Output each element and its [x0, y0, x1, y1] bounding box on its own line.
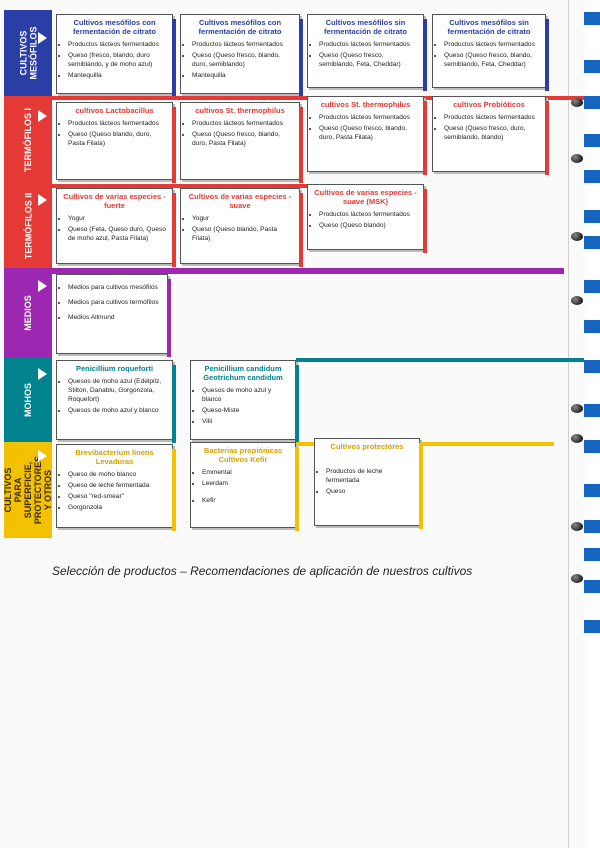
- card-title: cultivos St. thermophilus: [320, 100, 411, 109]
- row-pointer-icon: [38, 280, 47, 292]
- card-item: • Queso (fresco, blando, duro semiblando, y de moho azul): [68, 51, 168, 69]
- row-pointer-icon: [38, 450, 47, 462]
- card-5-0: [56, 444, 173, 528]
- binding-tab: [584, 280, 600, 293]
- binding-tab: [584, 440, 600, 453]
- card-item: • Quesos de moho azul y blanco: [202, 386, 291, 404]
- card-item: • Queso (Queso blando, Pasta Filata): [192, 225, 295, 243]
- row-medios: [4, 268, 584, 358]
- card-item: • Productos de leche fermentada: [326, 467, 415, 485]
- card-item: • Queso (Feta, Queso duro, Queso de moho azul, Pasta Filata): [68, 225, 168, 243]
- row-pointer-icon: [38, 110, 47, 122]
- card-item: • Queso (Queso fresco, blando, duro, semiblando): [192, 51, 295, 69]
- card-item: • Productos lácteos fermentados: [444, 40, 541, 49]
- card-title: Brevibacterium linens Levaduras: [75, 448, 154, 466]
- binding-tab: [584, 60, 600, 73]
- card-5-2: [314, 438, 420, 526]
- card-0-0: [56, 14, 173, 94]
- card-item: • Queso (Queso blando): [319, 221, 419, 230]
- card-item: • Yogur: [68, 214, 168, 223]
- binding-ring-icon: [571, 98, 583, 107]
- binding-tab: [584, 96, 600, 109]
- card-2-0: [56, 188, 173, 264]
- card-2-2: [307, 184, 424, 250]
- card-item: • Productos lácteos fermentados: [68, 40, 168, 49]
- binding-tab: [584, 12, 600, 25]
- card-3-0: [56, 274, 168, 354]
- binding-ring-icon: [571, 522, 583, 531]
- card-title: Cultivos mesófilos con fermentación de citrato: [73, 18, 156, 36]
- row-label: MEDIOS: [22, 295, 33, 331]
- card-item: • Medios para cultivos mesófilos: [68, 283, 163, 292]
- card-item: • Yogur: [192, 214, 295, 223]
- card-item: • Queso (Queso fresco, blando, duro, Pasta Filata): [319, 124, 419, 142]
- card-item: • Queso de leche fermentada: [68, 481, 168, 490]
- row-mesofilos: [4, 10, 584, 96]
- card-title: Cultivos mesófilos sin fermentación de citrato: [447, 18, 531, 36]
- row-termofilos-ii: [4, 184, 584, 268]
- card-2-1: [180, 188, 300, 264]
- binding-ring-icon: [571, 434, 583, 443]
- row-label: TERMÓFILOS II: [23, 192, 33, 260]
- binding-tab: [584, 320, 600, 333]
- card-item: • Mantequilla: [192, 71, 295, 80]
- row-pointer-icon: [38, 368, 47, 380]
- card-item: • Medios Allmund: [68, 313, 163, 322]
- row-mohos: [4, 358, 584, 442]
- binding-tab: [584, 404, 600, 417]
- row-termofilos-i: [4, 96, 584, 184]
- row-divider: [296, 358, 584, 362]
- card-item: • Queso (Queso fresco, duro, semiblando, blando): [444, 124, 541, 142]
- binding-tab: [584, 134, 600, 147]
- card-item: • Productos lácteos fermentados: [68, 119, 168, 128]
- card-title: Penicillium candidum Geotrichum candidum: [203, 364, 283, 382]
- card-item: • Quesos de moho azul y blanco: [68, 406, 168, 415]
- card-item: • Vilii: [202, 417, 291, 426]
- card-item: • Productos lácteos fermentados: [444, 113, 541, 122]
- card-1-3: [432, 96, 546, 172]
- card-item: • Gorgonzola: [68, 503, 168, 512]
- card-1-2: [307, 96, 424, 172]
- card-item: • Queso "red-smear": [68, 492, 168, 501]
- binding-tab: [584, 210, 600, 223]
- card-item: • Quesos de moho azul (Edelpilz, Stilton, Danablu, Gorgonzola, Roquefort): [68, 377, 168, 404]
- card-item: • Queso (Queso fresco, blando, duro, Pasta Filata): [192, 130, 295, 148]
- binding-ring-icon: [571, 574, 583, 583]
- card-title: cultivos Probióticos: [453, 100, 525, 109]
- card-title: Cultivos de varias especies - suave: [188, 192, 292, 210]
- row-label: TERMÓFILOS I: [23, 108, 33, 172]
- card-1-1: [180, 102, 300, 180]
- card-item: • Mantequilla: [68, 71, 168, 80]
- binding-tab: [584, 520, 600, 533]
- card-item: • Kefir: [202, 496, 291, 505]
- card-1-0: [56, 102, 173, 180]
- row-label: CULTIVOS PARA SUPERFICIE, PROTECTORES Y OTROS: [3, 455, 53, 525]
- page-caption: Selección de productos – Recomendaciones de aplicación de nuestros cultivos: [52, 564, 473, 578]
- card-item: • Queso: [326, 487, 415, 496]
- card-title: Penicillium roqueforti: [75, 364, 154, 373]
- card-item: • Queso (Queso fresco, blando, semiblando, Feta, Cheddar): [444, 51, 541, 69]
- binding-tab: [584, 580, 600, 593]
- card-item: • Productos lácteos fermentados: [319, 210, 419, 219]
- card-5-1: [190, 442, 296, 528]
- binding-ring-icon: [571, 154, 583, 163]
- row-pointer-icon: [38, 32, 47, 44]
- binding-tab: [584, 548, 600, 561]
- card-item: • Leerdam: [202, 479, 291, 488]
- binding-tab: [584, 620, 600, 633]
- card-0-2: [307, 14, 424, 88]
- card-item: • Queso de moho blanco: [68, 470, 168, 479]
- card-title: Cultivos mesófilos con fermentación de citrato: [198, 18, 282, 36]
- binding-ring-icon: [571, 404, 583, 413]
- card-item: • Productos lácteos fermentados: [192, 119, 295, 128]
- row-label: CULTIVOS MESÓFILOS: [18, 26, 38, 80]
- card-title: Cultivos mesófilos sin fermentación de citrato: [324, 18, 407, 36]
- card-title: Bacterias propiónicas Cultivos Kefir: [203, 446, 283, 464]
- binding-tab: [584, 236, 600, 249]
- card-title: Cultivos de varias especies - suave (MSK): [314, 188, 417, 206]
- card-title: cultivos St. thermophilus: [195, 106, 285, 115]
- binding-ring-icon: [571, 232, 583, 241]
- card-item: • Medios para cultivos termófilos: [68, 298, 163, 307]
- card-title: Cultivos protectores: [330, 442, 404, 451]
- card-4-0: [56, 360, 173, 440]
- card-item: • Productos lácteos fermentados: [192, 40, 295, 49]
- row-superficie: [4, 442, 584, 538]
- card-item: • Productos lácteos fermentados: [319, 113, 419, 122]
- card-0-1: [180, 14, 300, 94]
- card-item: • Emmental: [202, 468, 291, 477]
- card-item: • Queso (Queso blando, duro, Pasta Filata): [68, 130, 168, 148]
- card-item: • Queso-Miste: [202, 406, 291, 415]
- binding-ring-icon: [571, 296, 583, 305]
- card-item: • Queso (Queso fresco, semiblando, Feta, Cheddar): [319, 51, 419, 69]
- row-label: MOHOS: [22, 382, 33, 418]
- card-title: Cultivos de varias especies - fuerte: [63, 192, 166, 210]
- binding-tab: [584, 170, 600, 183]
- card-item: • Productos lácteos fermentados: [319, 40, 419, 49]
- row-pointer-icon: [38, 194, 47, 206]
- card-4-1: [190, 360, 296, 440]
- binding-tab: [584, 360, 600, 373]
- card-title: cultivos Lactobacillus: [75, 106, 154, 115]
- card-0-3: [432, 14, 546, 88]
- binding-tab: [584, 484, 600, 497]
